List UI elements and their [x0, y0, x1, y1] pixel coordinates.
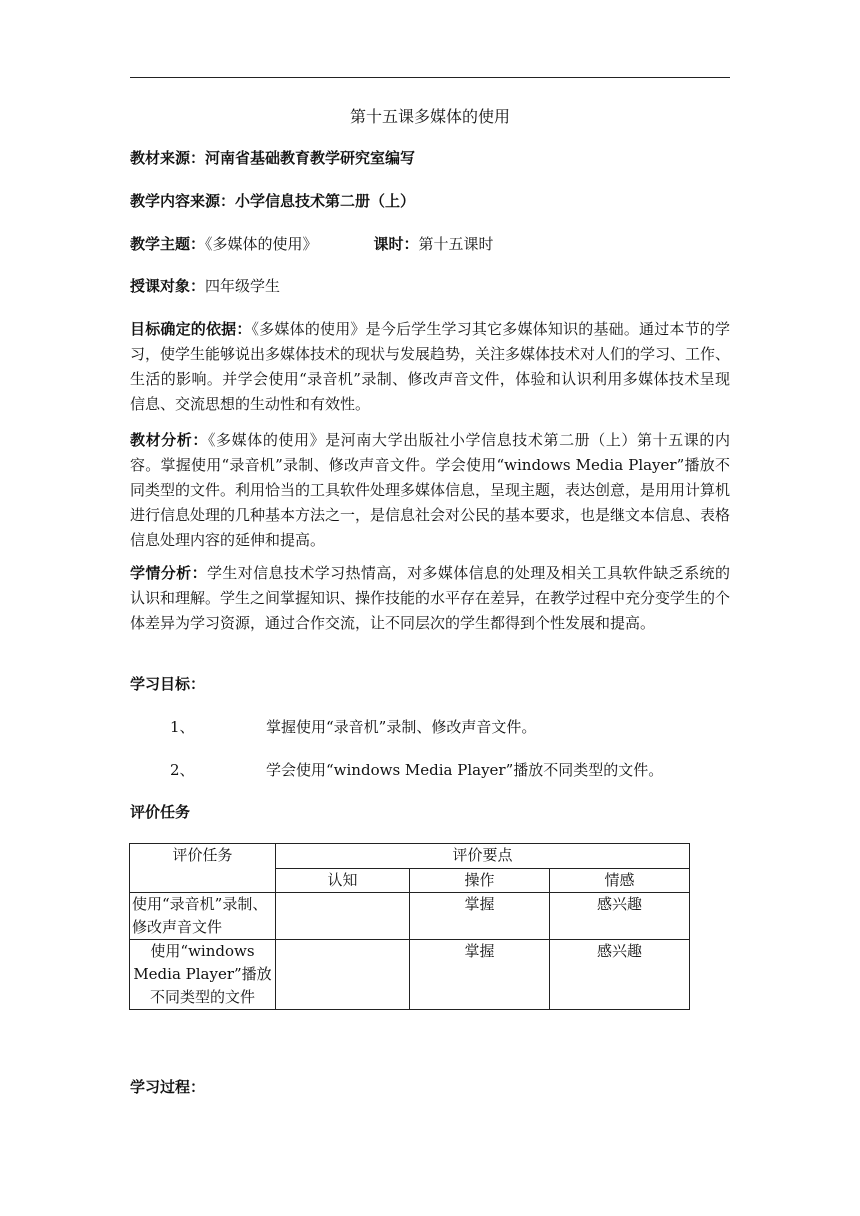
table-header-operation: 操作 — [410, 869, 550, 893]
table-row — [130, 893, 690, 940]
process-heading: 学习过程： — [130, 1078, 206, 1096]
analysis-paragraph — [130, 428, 730, 553]
analysis-label: 教材分析： — [130, 431, 208, 449]
evaluation-table — [129, 843, 690, 1010]
audience-value: 四年级学生 — [205, 277, 281, 295]
table-cell-emotion: 感兴趣 — [550, 893, 690, 940]
goal-text: 掌握使用“录音机”录制、修改声音文件。 — [266, 718, 537, 736]
learner-paragraph — [130, 561, 730, 636]
goal-item — [170, 716, 536, 737]
header-rule — [130, 77, 730, 78]
basis-paragraph — [130, 317, 730, 417]
table-header-task: 评价任务 — [130, 844, 276, 893]
source-value: 河南省基础教育教学研究室编写 — [205, 149, 416, 167]
theme-value: 《多媒体的使用》 — [205, 235, 318, 253]
audience-label: 授课对象： — [130, 277, 206, 295]
source-line — [130, 146, 730, 171]
table-cell-task: 使用“录音机”录制、修改声音文件 — [130, 893, 276, 940]
theme-label: 教学主题： — [130, 235, 206, 253]
table-row — [130, 940, 690, 1010]
content-source-value: 小学信息技术第二册（上） — [235, 192, 416, 210]
eval-heading: 评价任务 — [130, 803, 191, 821]
table-cell-task: 使用“windows Media Player”播放不同类型的文件 — [130, 940, 276, 1010]
table-header-points: 评价要点 — [276, 844, 690, 869]
basis-text: 《多媒体的使用》是今后学生学习其它多媒体知识的基础。通过本节的学习，使学生能够说出多媒体技术的现状与发展趋势，关注多媒体技术对人们的学习、工作、生活的影响。并学会使用“录音机”录制、修改声音文件，体验和认识利用多媒体技术呈现信息、交流思想的生动性和有效性。 — [130, 320, 731, 413]
table-cell-emotion: 感兴趣 — [550, 940, 690, 1010]
goals-heading: 学习目标： — [130, 675, 206, 693]
hours-value: 第十五课时 — [418, 235, 494, 253]
table-cell-operation: 掌握 — [410, 940, 550, 1010]
learner-text: 学生对信息技术学习热情高，对多媒体信息的处理及相关工具软件缺乏系统的认识和理解。学生之间掌握知识、操作技能的水平存在差异，在教学过程中充分变学生的个体差异为学习资源，通过合作交流，让不同层次的学生都得到个性发展和提高。 — [130, 564, 731, 632]
source-label: 教材来源： — [130, 149, 206, 167]
table-header-emotion: 情感 — [550, 869, 690, 893]
learner-label: 学情分析： — [130, 564, 207, 582]
hours-label: 课时： — [373, 235, 419, 253]
theme-line — [130, 232, 730, 257]
basis-label: 目标确定的依据： — [130, 320, 252, 338]
goal-text: 学会使用“windows Media Player”播放不同类型的文件。 — [266, 761, 664, 779]
goal-item — [170, 759, 663, 780]
table-cell-cognition — [276, 940, 410, 1010]
content-source-line — [130, 189, 730, 214]
goal-number: 2、 — [170, 761, 195, 779]
analysis-text: 《多媒体的使用》是河南大学出版社小学信息技术第二册（上）第十五课的内容。掌握使用“录音机”录制、修改声音文件。学会使用“windows Media Player”播放不同类型的文件。利用恰当的工具软件处理多媒体信息，呈现主题，表达创意，是用用计算机进行信息处理的几种基本方法之一，是信息社会对公民的基本要求，也是继文本信息、表格信息处理内容的延伸和提高。 — [130, 431, 731, 549]
page-title: 第十五课多媒体的使用 — [349, 107, 510, 126]
table-cell-cognition — [276, 893, 410, 940]
goal-number: 1、 — [170, 718, 195, 736]
table-cell-operation: 掌握 — [410, 893, 550, 940]
audience-line — [130, 274, 730, 299]
content-source-label: 教学内容来源： — [130, 192, 236, 210]
table-header-cognition: 认知 — [276, 869, 410, 893]
